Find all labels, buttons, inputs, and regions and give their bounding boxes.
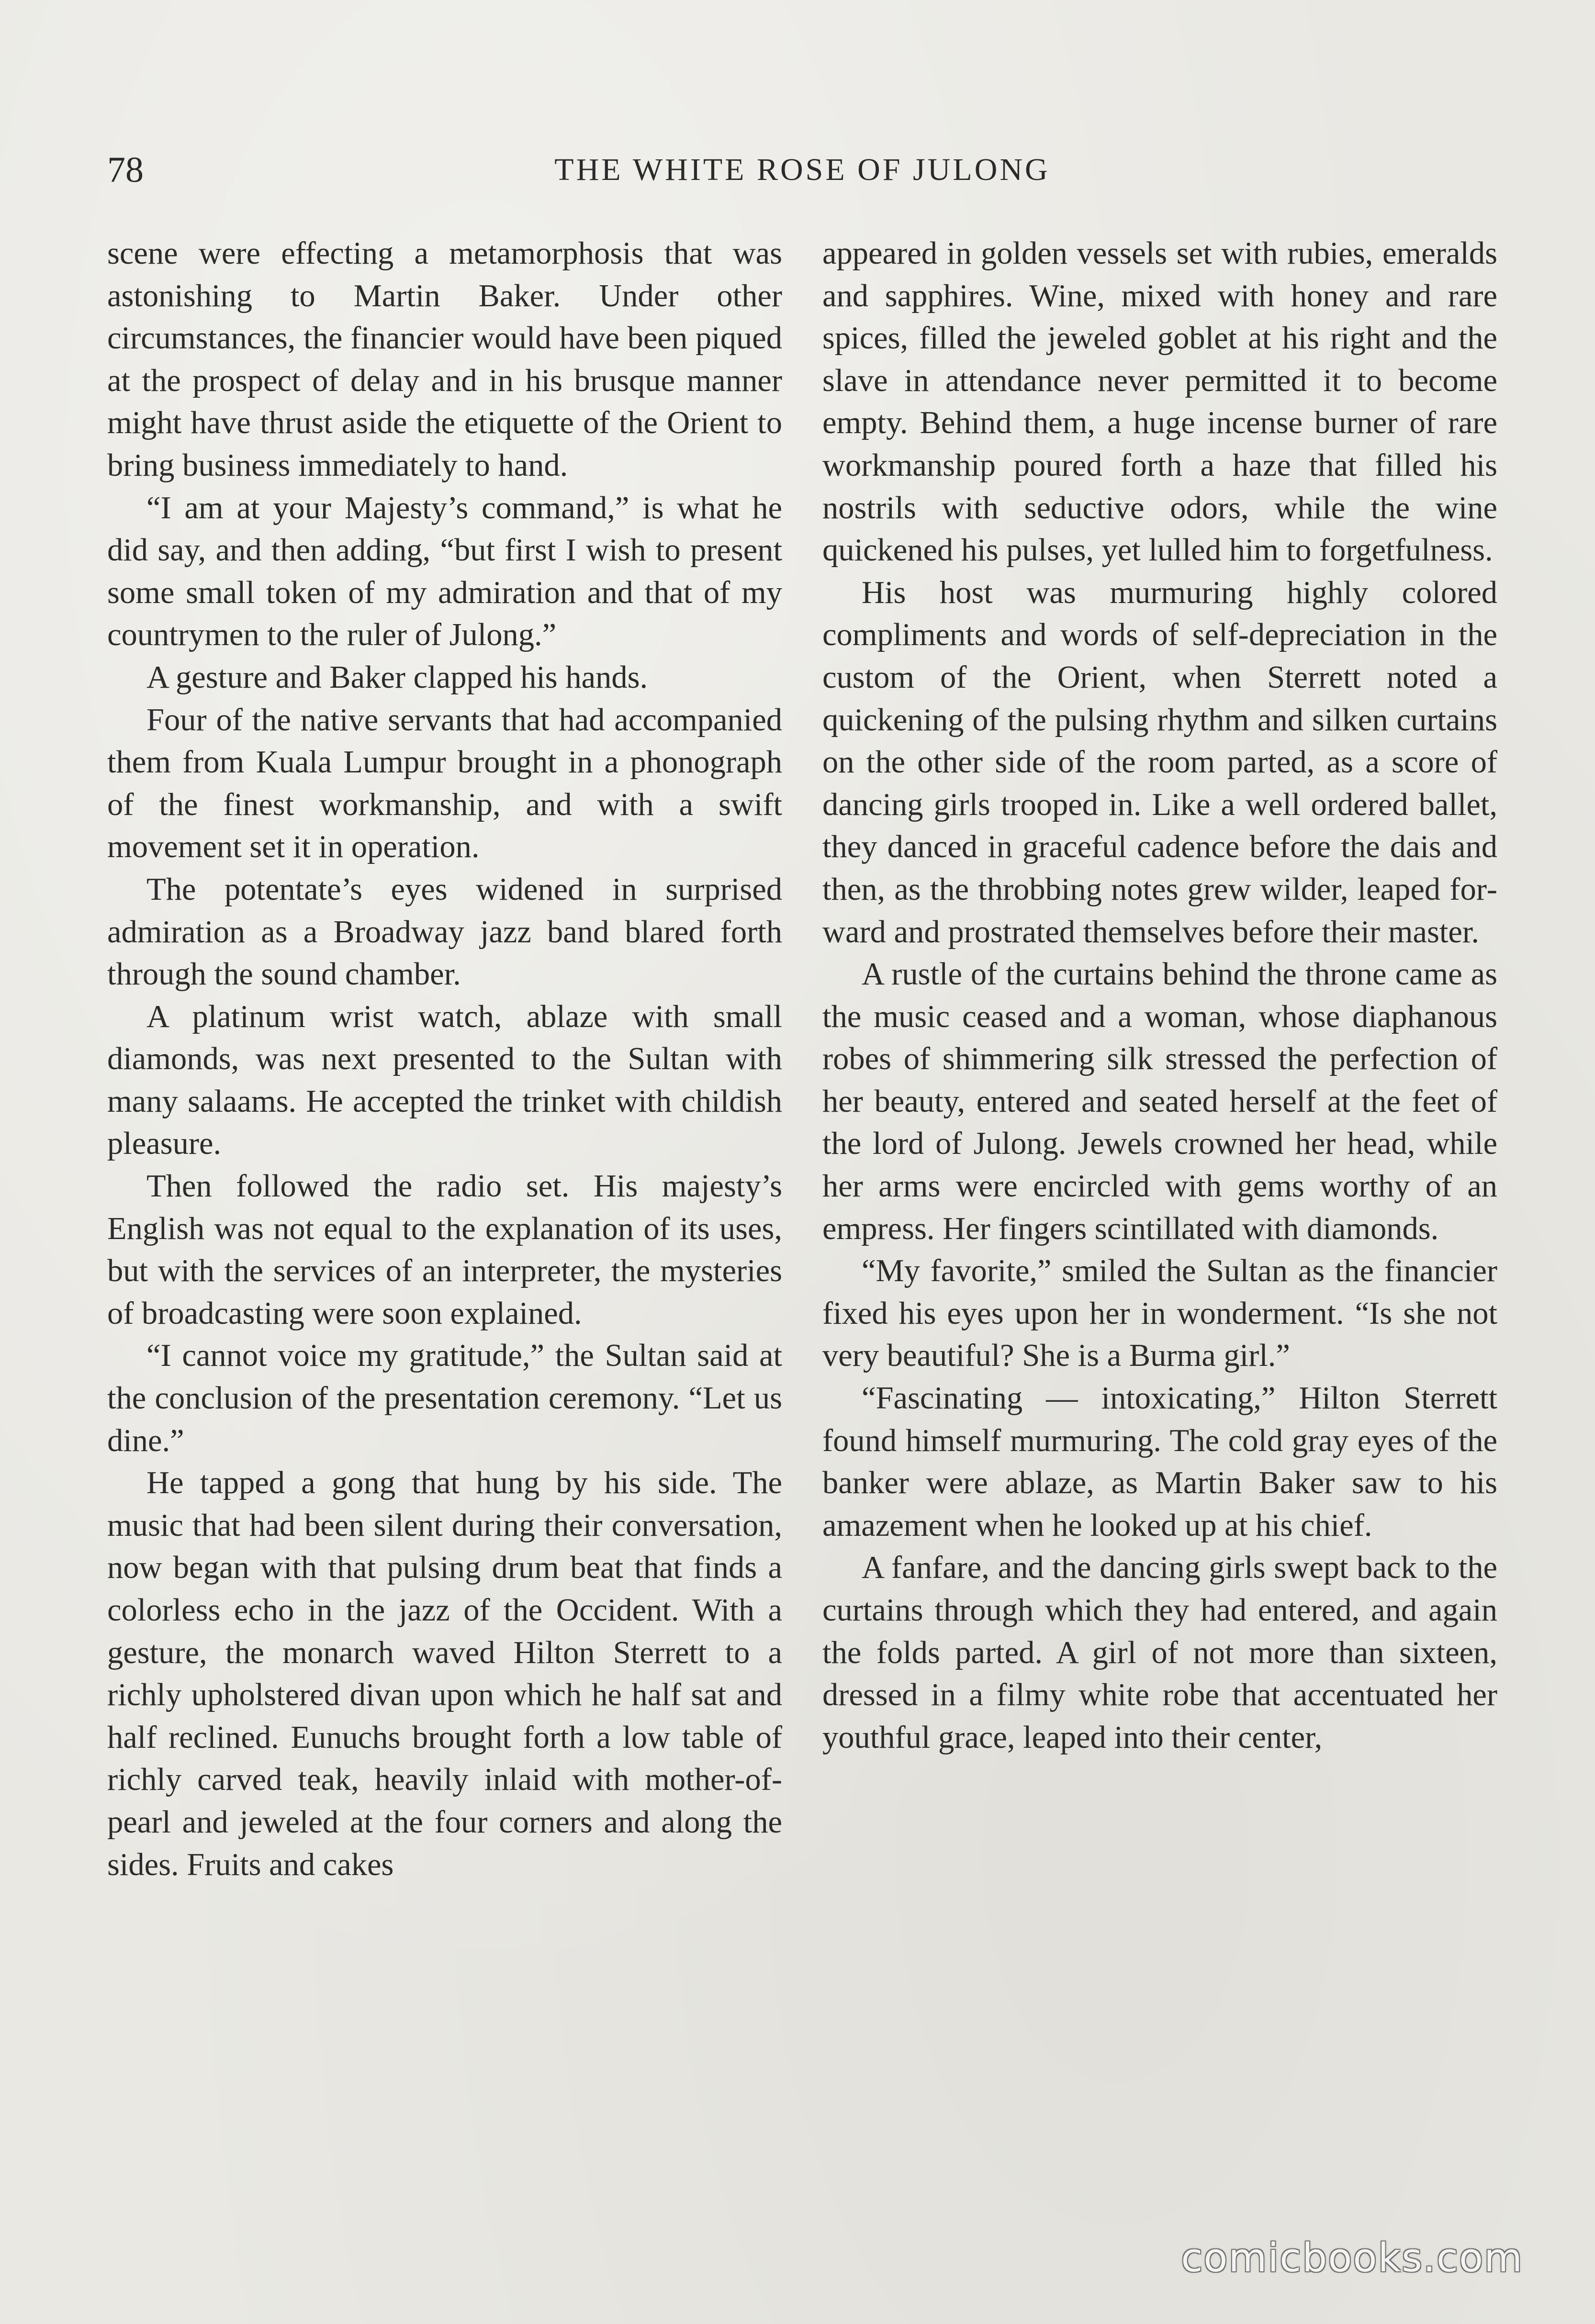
paragraph: Then followed the radio set. His majesty’s English was not equal to the explanation of its uses, but with the services of an interpreter, the mysteries of broadcasting were soon explained. [107,1169,782,1331]
left-column [107,233,782,1886]
paragraph: scene were effecting a metamorphosis that was astonishing to Martin Baker. Under other circumstances, the financier would have been piqued at the prospect of delay and in his brusque manner might have thrust aside the etiquette of the Orient to bring business immediately to hand. [107,236,782,483]
paragraph: “I am at your Majesty’s command,” is what he did say, and then adding, “but first I wish to present some small token of my admiration and that of my countrymen to the ruler of Julong.” [107,490,782,653]
running-title: THE WHITE ROSE OF JULONG [554,152,1050,187]
paragraph: A platinum wrist watch, ablaze with small diamonds, was next presented to the Sultan with many salaams. He accepted the trinket with childish pleasure. [107,999,782,1162]
paragraph: A rustle of the curtains behind the throne came as the music ceased and a woman, whose diaphanous robes of shimmering silk stressed the perfection of her beauty, entered and seated herself at the feet of the lord of Julong. Jewels crowned her head, while her arms were encircled with gems worthy of an empress. Her fingers scintillated with diamonds. [822,957,1497,1246]
paragraph: “My favorite,” smiled the Sultan as the financier fixed his eyes upon her in wonderment. “Is she not very beautiful? She is a Burma girl.” [822,1253,1497,1374]
paragraph: His host was murmuring highly colored compliments and words of self-depreciation in the custom of the Orient, when Sterrett noted a quickening of the pulsing rhythm and silken curtains on the other side of the room parted, as a score of dancing girls trooped in. Like a well ordered ballet, they danced in graceful cadence before the dais and then, as the throbbing notes grew wilder, leaped forward and prostrated themselves before their master. [822,575,1497,950]
page-header [107,144,1497,196]
paragraph: Four of the native servants that had accompanied them from Kuala Lumpur brought in a phonograph of the finest workmanship, and with a swift movement set it in operation. [107,702,782,865]
right-column [822,233,1497,1759]
paragraph: “I cannot voice my gratitude,” the Sultan said at the conclusion of the presentation ceremony. “Let us dine.” [107,1338,782,1458]
paragraph: The potentate’s eyes widened in surprised admiration as a Broadway jazz band blared forth through the sound chamber. [107,872,782,992]
paragraph: appeared in golden vessels set with rubies, emeralds and sapphires. Wine, mixed with honey and rare spices, filled the jeweled goblet at his right and the slave in attendance never permitted it to become empty. Behind them, a huge incense burner of rare workmanship poured forth a haze that filled his nostrils with seductive odors, while the wine quickened his pulses, yet lulled him to forgetfulness. [822,236,1497,568]
paragraph: A fanfare, and the dancing girls swept back to the curtains through which they had entered, and again the folds parted. A girl of not more than sixteen, dressed in a filmy white robe that accentuated her youthful grace, leaped into their center, [822,1550,1497,1755]
paragraph: A gesture and Baker clapped his hands. [146,659,648,695]
paragraph: “Fascinating — intoxicating,” Hilton Sterrett found himself murmuring. The cold gray eyes of the banker were ablaze, as Martin Baker saw to his amazement when he looked up at his chief. [822,1381,1497,1543]
page-number: 78 [107,150,144,190]
watermark-logo: comicbooks.com [1181,2235,1523,2281]
paragraph: He tapped a gong that hung by his side. The music that had been silent during their conversation, now began with that pulsing drum beat that finds a colorless echo in the jazz of the Occident. With a gesture, the monarch waved Hilton Sterrett to a richly upholstered divan upon which he half sat and half reclined. Eunuchs brought forth a low table of richly carved teak, heavily inlaid with mother-of-pearl and jeweled at the four corners and along the sides. Fruits and cakes [107,1465,782,1882]
